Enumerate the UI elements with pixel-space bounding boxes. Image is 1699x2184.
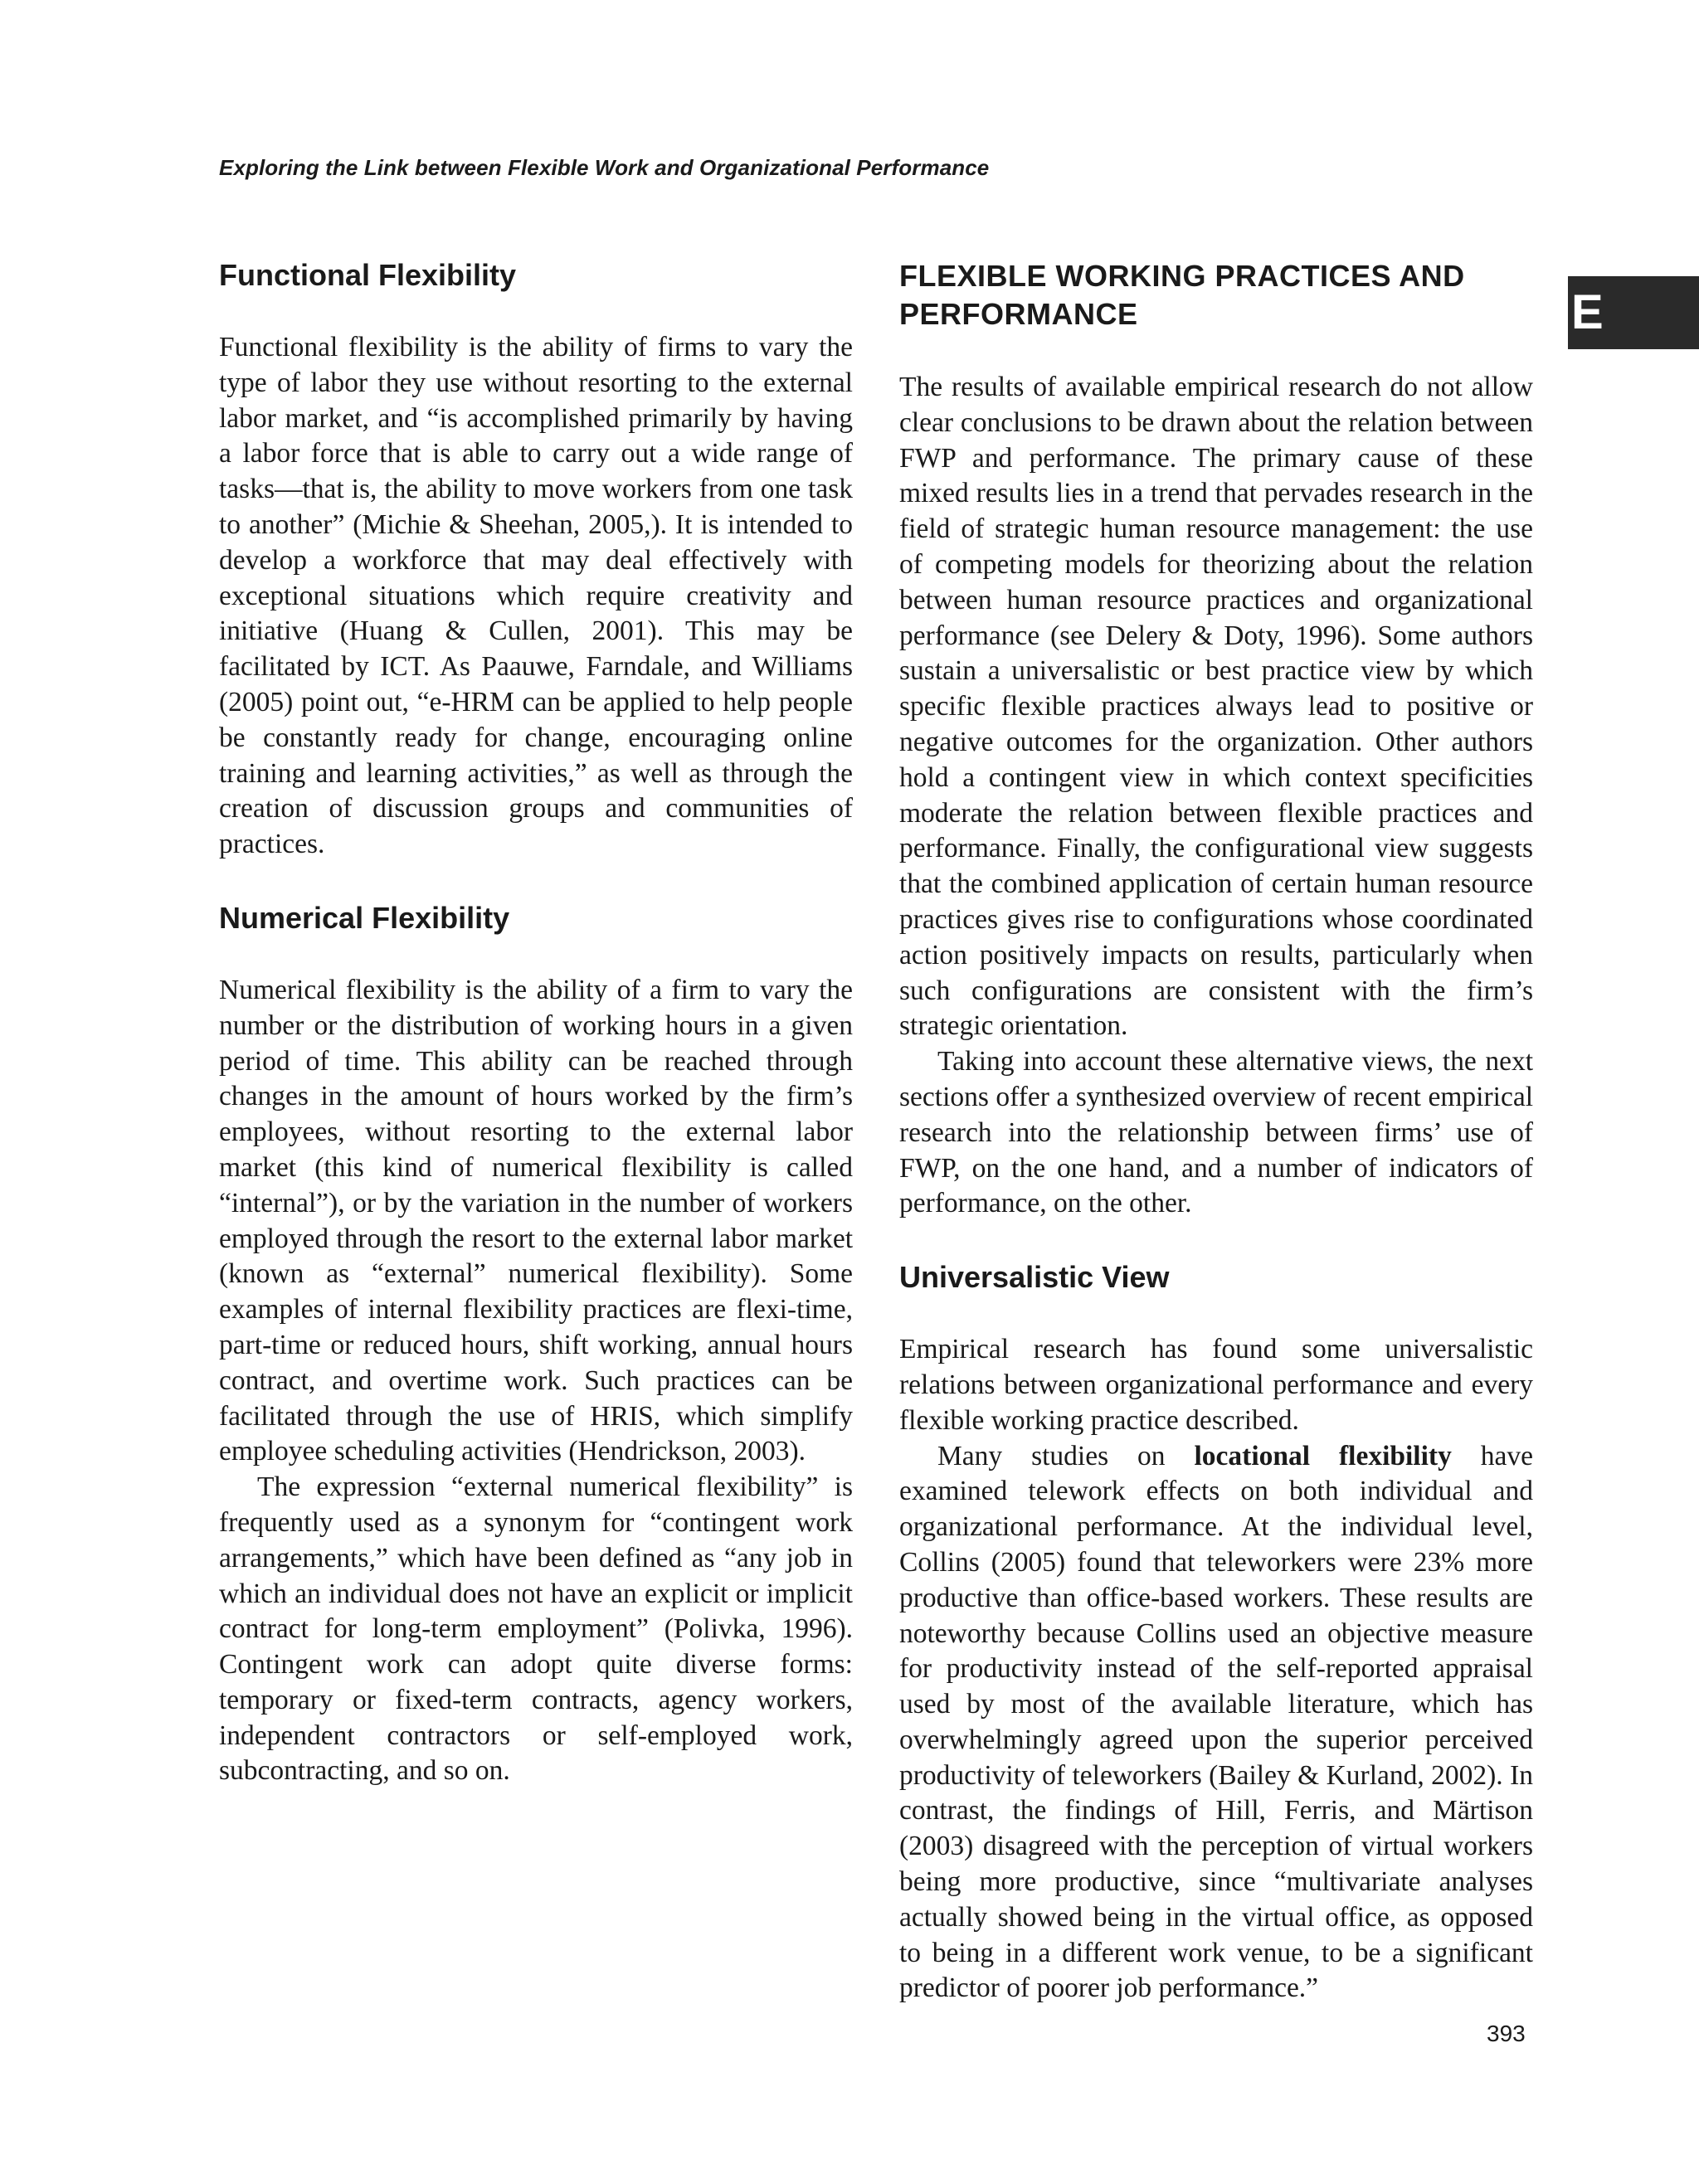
section-thumb-tab: E: [1568, 276, 1699, 349]
paragraph-numerical-2: The expression “external numerical flexibility” is frequently used as a synonym for “contingent work arrangements,” which have been defined as “any job in which an individual does not have an explicit or implicit contract for long-term employment” (Polivka, 1996). Contingent work can adopt quite diverse forms: temporary or fixed-term contracts, agency workers, independent contractors or self-employed work, subcontracting, and so on.: [219, 1471, 853, 1787]
key-term-locational-flexibility: locational flexibility: [1194, 1440, 1452, 1471]
paragraph-universalistic-2: [899, 1439, 1533, 2007]
paragraph-functional-1: Functional flexibility is the ability of firms to vary the type of labor they use without resorting to the external labor market, and “is accomplished primarily by having a labor force that is able to carry out a wide range of tasks—that is, the ability to move workers from one task to another” (Michie & Sheehan, 2005,). It is intended to develop a workforce that may deal effectively with exceptional situations which require creativity and initiative (Huang & Cullen, 2001). This may be facilitated by ICT. As Paauwe, Farndale, and Williams (2005) point out, “e-HRM can be applied to help people be constantly ready for change, encouraging online training and learning activities,” as well as through the creation of discussion groups and communities of practices.: [219, 332, 853, 860]
heading-functional-flexibility: Functional Flexibility: [219, 258, 517, 292]
p2-lead-text: Many studies on: [937, 1440, 1195, 1471]
page-number: 393: [1487, 2021, 1526, 2046]
paragraph-fwp-2: Taking into account these alternative views, the next sections offer a synthesized overview of recent empirical research into the relationship between firms’ use of FWP, on the one hand, and a number of indicators of performance, on the other.: [899, 1046, 1533, 1219]
paragraph-universalistic-1: Empirical research has found some universalistic relations between organizational performance and every flexible working practice described.: [899, 1334, 1533, 1436]
heading-fwp-performance: FLEXIBLE WORKING PRACTICES AND PERFORMANCE: [899, 259, 1465, 331]
heading-numerical-flexibility: Numerical Flexibility: [219, 900, 510, 935]
paragraph-numerical-1: Numerical flexibility is the ability of a firm to vary the number or the distribution of working hours in a given period of time. This ability can be reached through changes in the amount of hours worked by the firm’s employees, without resorting to the external labor market (this kind of numerical flexibility is called “internal”), or by the variation in the number of workers employed through the resort to the external labor market (known as “external” numerical flexibility). Some examples of internal flexibility practices are flexi-time, part-time or reduced hours, shift working, annual hours contract, and overtime work. Such practices can be facilitated through the use of HRIS, which simplify employee scheduling activities (Hendrickson, 2003).: [219, 974, 853, 1467]
paragraph-fwp-1: The results of available empirical research do not allow clear conclusions to be drawn about the relation between FWP and performance. The primary cause of these mixed results lies in a trend that pervades research in the field of strategic human resource management: the use of competing models for theorizing about the relation between human resource practices and organizational performance (see Delery & Doty, 1996). Some authors sustain a universalistic or best practice view by which specific flexible practices always lead to positive or negative outcomes for the organization. Other authors hold a contingent view in which context specificities moderate the relation between flexible practices and performance. Finally, the configurational view suggests that the combined application of certain human resource practices gives rise to configurations whose coordinated action positively impacts on results, particularly when such configurations are consistent with the firm’s strategic orientation.: [899, 372, 1533, 1042]
left-column: [219, 257, 853, 1789]
right-column: [899, 257, 1533, 2006]
heading-universalistic-view: Universalistic View: [899, 1260, 1170, 1295]
running-head: Exploring the Link between Flexible Work and Organizational Performance: [219, 155, 990, 180]
p2-rest-text: have examined telework effects on both individual and organizational performance. At the individual level, Collins (2005) found that teleworkers were 23% more productive than office-based workers. These results are noteworthy because Collins used an objective measure for productivity instead of the self-reported appraisal used by most of the available literature, which has overwhelmingly agreed upon the superior perceived productivity of teleworkers (Bailey & Kurland, 2002). In contrast, the findings of Hill, Ferris, and Märtison (2003) disagreed with the perception of virtual workers being more productive, since “multivariate analyses actually showed being in the virtual office, as opposed to being in a different work venue, to be a significant predictor of poorer job performance.”: [899, 1440, 1534, 2004]
